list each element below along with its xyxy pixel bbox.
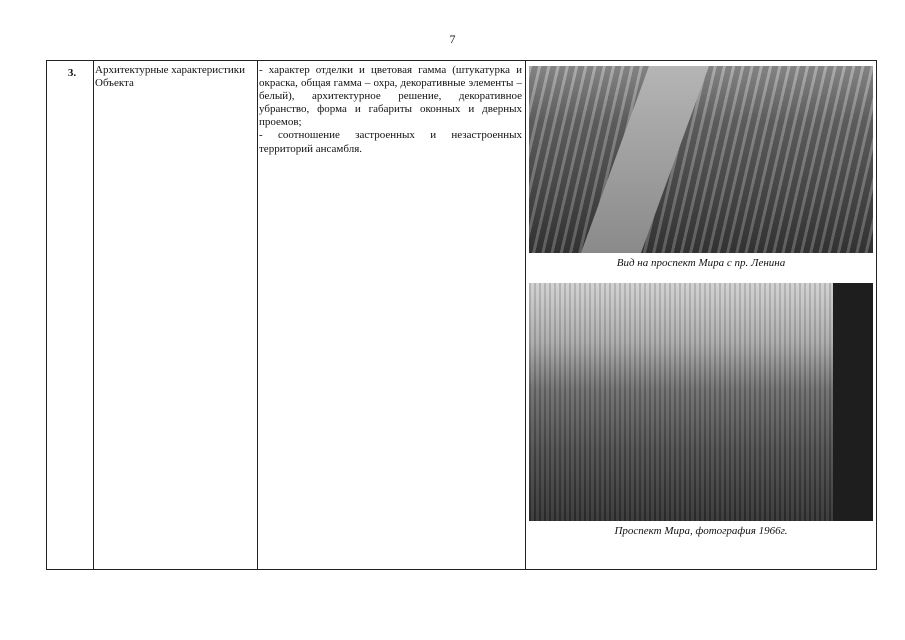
column-divider <box>93 61 94 569</box>
row-description <box>259 64 522 156</box>
description-line: - соотношение застроенных и незастроенных территорий ансамбля. <box>259 129 522 155</box>
row-title: Архитектурные характеристики Объекта <box>95 64 245 89</box>
row-number: 3. <box>67 67 77 79</box>
photo-caption: Вид на проспект Мира с пр. Ленина <box>616 257 786 269</box>
prospekt-mira-1966-photo <box>529 283 873 521</box>
photo-caption: Проспект Мира, фотография 1966г. <box>614 525 788 537</box>
prospekt-mira-aerial-photo <box>529 66 873 253</box>
page-number: 7 <box>449 32 456 46</box>
description-line: - характер отделки и цветовая гамма (штукатурка и окраска, общая гамма – охра, декоративные элементы – белый), архитектурное решение, декоративное убранство, форма и габариты оконных и дверных проемов; <box>259 64 522 129</box>
objects-table <box>46 60 877 570</box>
column-divider <box>257 61 258 569</box>
column-divider <box>525 61 526 569</box>
